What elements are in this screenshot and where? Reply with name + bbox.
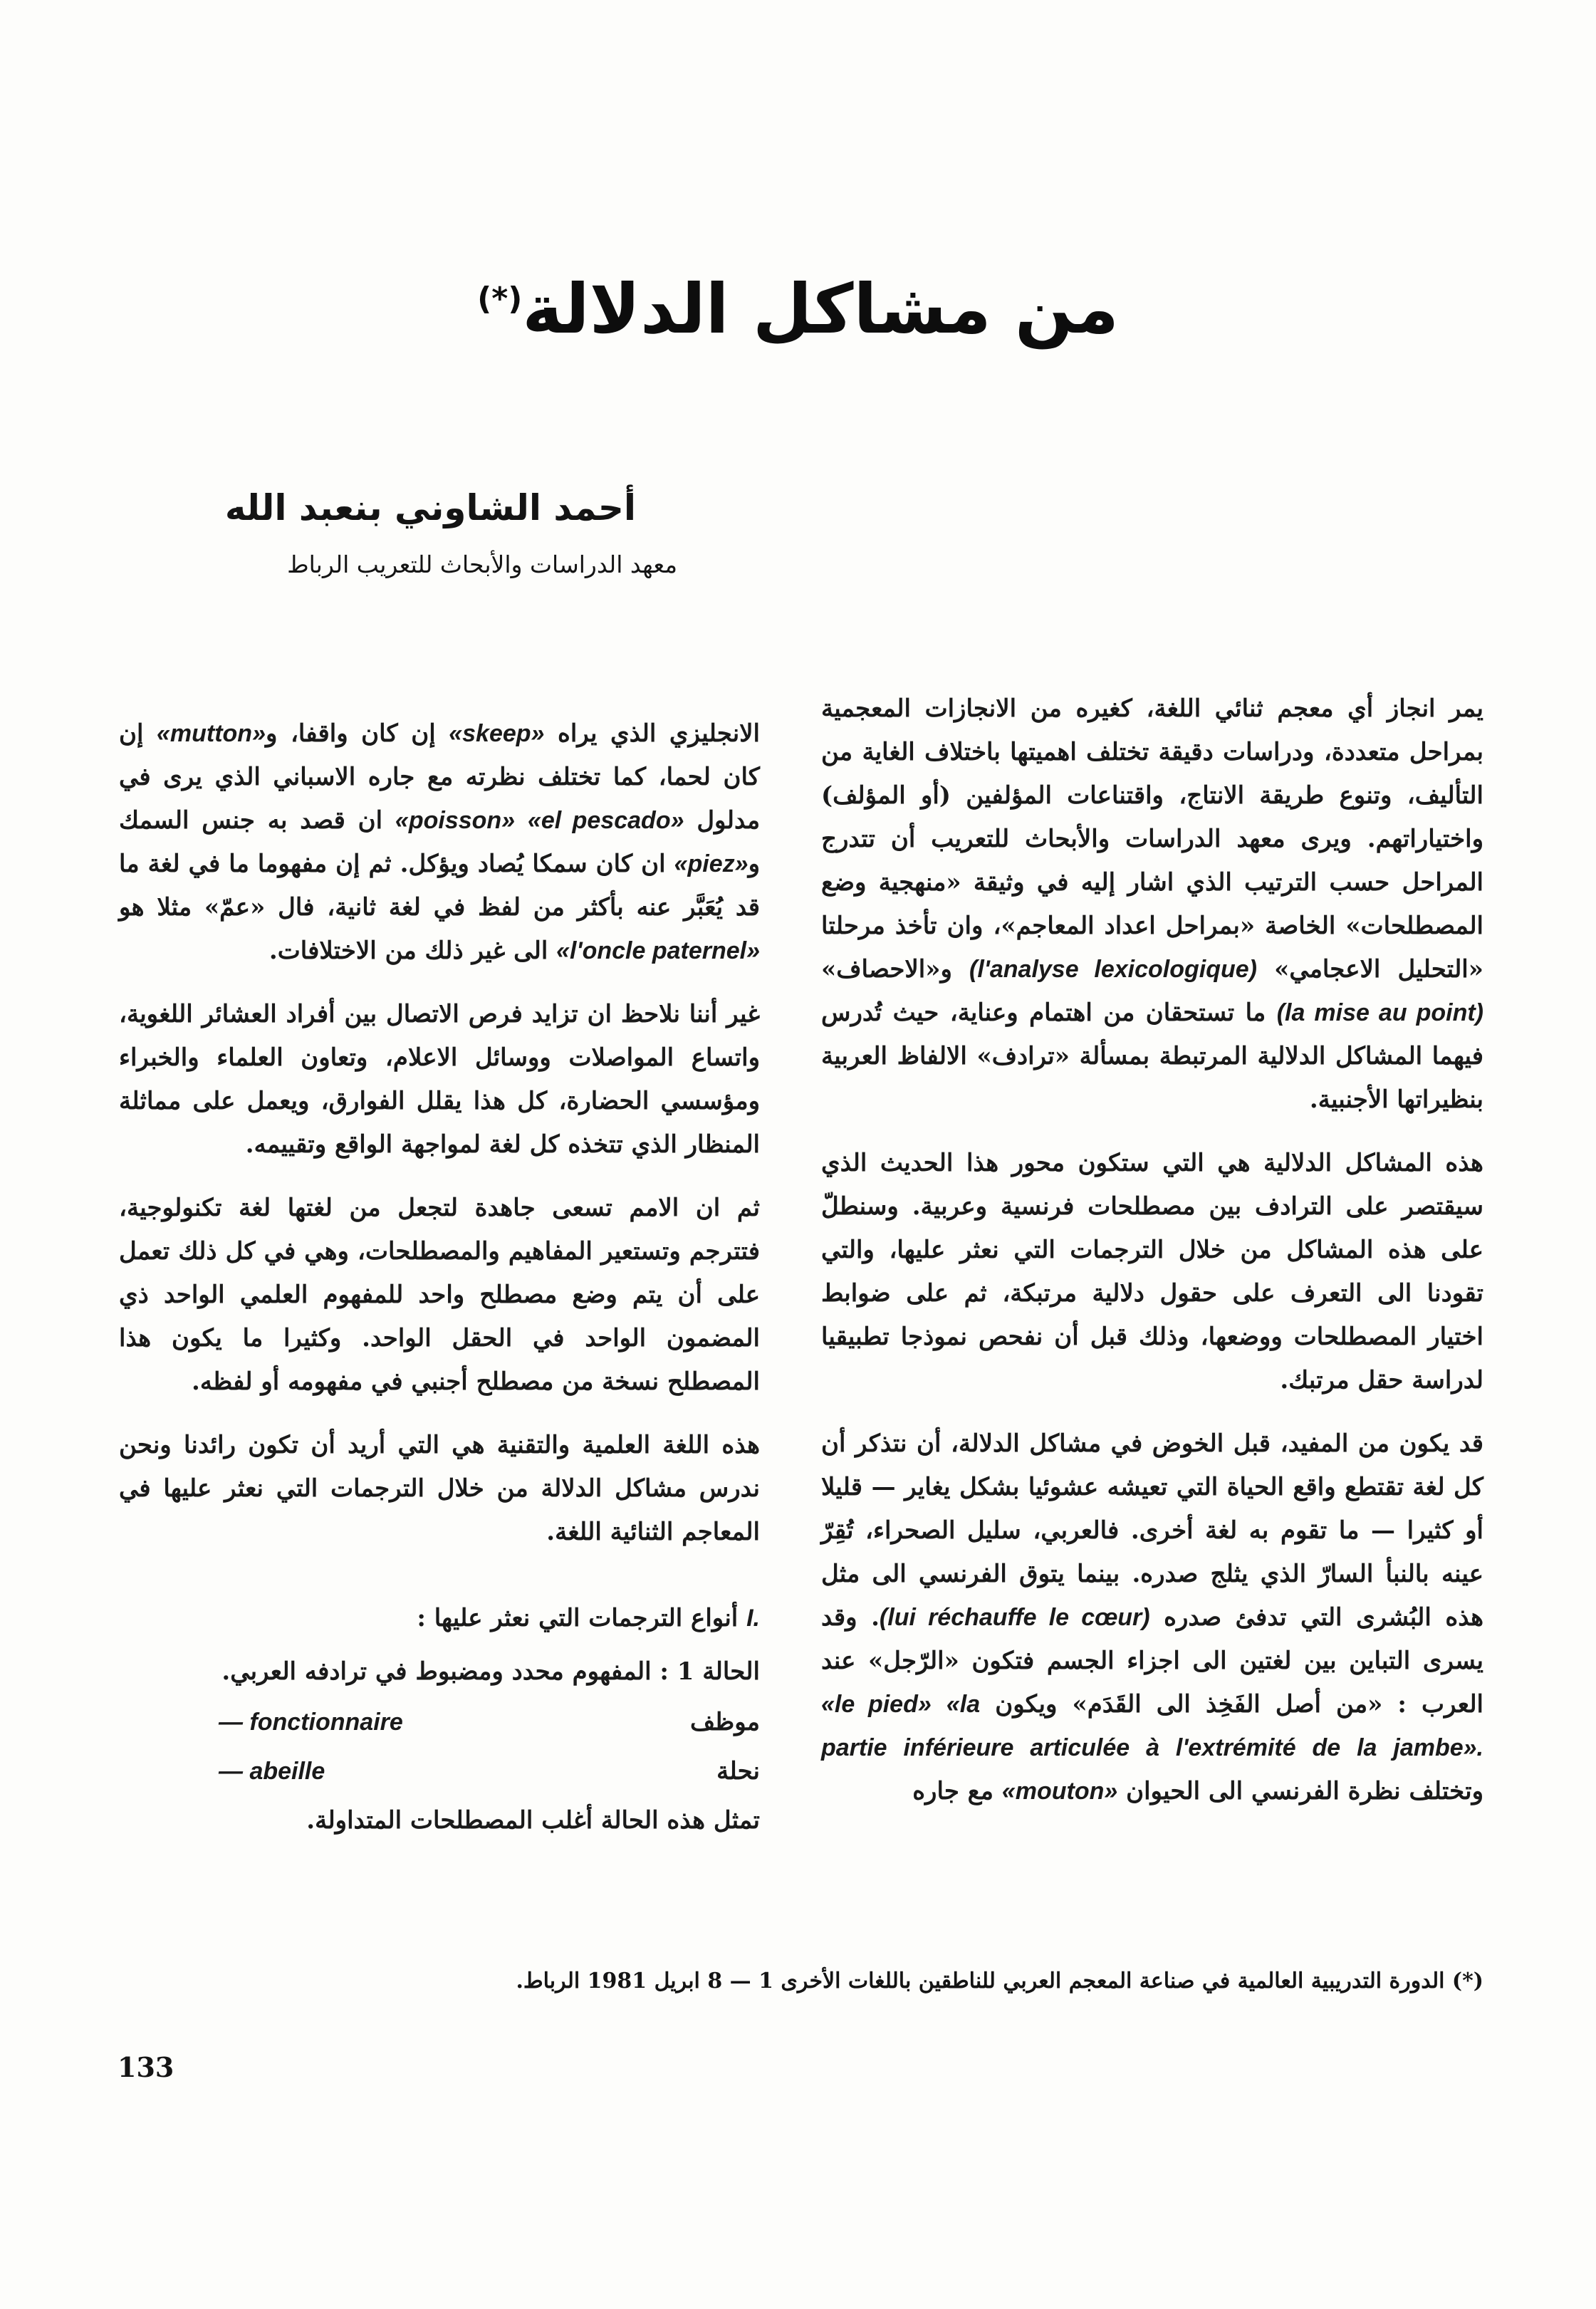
- text-run: الى غير ذلك من الاختلافات.: [268, 937, 548, 965]
- text-run: الانجليزي الذي يراه: [558, 719, 761, 748]
- title-footnote-mark: (*): [477, 281, 523, 317]
- text-run: يمر انجاز أي معجم ثنائي اللغة، كغيره من الانجازات المعجمية بمراحل متعددة، ودراسات دقيقة تختلف اهميتها باختلاف الغاية من التأليف، وتنوع طريقة الانتاج، واقتناعات المؤلفين (أو المؤلف) واختياراتهم. ويرى معهد الدراسات والأبحاث للتعريب أن تتدرج المراحل حسب الترتيب الذي اشار إليه في وثيقة «منهجية وضع المصطلحات» الخاصة «بمراحل اعداد المعاجم»، وان تأخذ مرحلتا «التحليل الاعجامي»: [821, 694, 1483, 984]
- paragraph: [821, 1422, 1483, 1813]
- text-run: . وقد يسرى التباين بين لغتين الى اجزاء الجسم فتكون «الرّجل» عند العرب : «من أصل الفَخِذ الى القَدَم» ويكون: [821, 1603, 1484, 1719]
- case-note: تمثل هذه الحالة أغلب المصطلحات المتداولة.: [306, 1806, 760, 1835]
- french-term: «poisson»: [395, 807, 516, 834]
- section-heading: [119, 1597, 760, 1640]
- french-term: — fonctionnaire: [219, 1709, 403, 1736]
- text-run: قد يكون من المفيد، قبل الخوض في مشاكل الدلالة، أن نتذكر أن كل لغة تقتطع واقع الحياة التي تعيشه عشوئيا بشكل يغاير — قليلا أو كثيرا — ما تقوم به لغة أخرى. فالعربي، سليل الصحراء، تُقِرّ عينه بالنبأ السارّ الذي يثلج صدره. بينما يتوق الفرنسي الى مثل هذه البُشرى التي تدفئ صدره: [821, 1429, 1483, 1632]
- text-run: و«الاحصاف»: [821, 955, 952, 984]
- french-term: (lui réchauffe le cœur): [879, 1604, 1150, 1631]
- arabic-term: موظف: [689, 1708, 760, 1736]
- text-run: ما تستحقان من اهتمام وعناية، حيث تُدرس فيهما المشاكل الدلالية المرتبطة بمسألة «ترادف» الالفاظ العربية بنظيراتها الأجنبية.: [821, 999, 1483, 1114]
- term-pair: [219, 1701, 760, 1744]
- french-term: (la mise au point): [1276, 999, 1483, 1026]
- text-run: مع جاره: [912, 1777, 993, 1805]
- text-run: إن كان واقفا، و: [265, 719, 436, 748]
- paragraph: غير أننا نلاحظ ان تزايد فرص الاتصال بين أفراد العشائر اللغوية، واتساع المواصلات ووسائل الاعلام، وتعاون العلماء والخبراء ومؤسسي الحضارة، كل هذا يقلل الفوارق، ويعمل على مماثلة المنظار الذي تتخذه كل لغة لمواجهة الواقع وتقييمه.: [119, 1000, 760, 1159]
- arabic-term: نحلة: [716, 1757, 760, 1786]
- french-term: «le pied»: [821, 1691, 932, 1718]
- french-term: «l'oncle paternel»: [556, 937, 760, 964]
- paragraph: [821, 687, 1483, 1122]
- section-title: أنواع الترجمات التي نعثر عليها :: [417, 1604, 739, 1632]
- french-term: (l'analyse lexicologique): [969, 956, 1257, 983]
- text-run: إن كان لحما، كما تختلف نظرته مع جاره الاسباني الذي يرى في مدلول: [119, 719, 761, 835]
- paragraph: هذه المشاكل الدلالية هي التي ستكون محور هذا الحديث الذي سيقتصر على الترادف بين مصطلحات فرنسية وعربية. وسنطلّ على هذه المشاكل من خلال الترجمات التي نعثر عليها، والتي تقودنا الى التعرف على حقول دلالية مرتبكة، ثم على ضوابط اختيار المصطلحات ووضعها، وذلك قبل أن نفحص نموذجا تطبيقيا لدراسة حقل مرتبك.: [821, 1149, 1483, 1395]
- spanish-term: «piez»: [674, 850, 749, 877]
- term-pair: [219, 1750, 760, 1793]
- english-term: «skeep»: [449, 720, 545, 747]
- author-affiliation: معهد الدراسات والأبحاث للتعريب الرباط: [287, 551, 677, 578]
- title-text: من مشاكل الدلالة: [522, 269, 1119, 349]
- article-title: [0, 256, 1596, 352]
- french-term: — abeille: [219, 1758, 325, 1785]
- author-name: أحمد الشاوني بنعبد الله: [224, 487, 636, 528]
- text-run: ان قصد به جنس السمك و: [119, 806, 760, 878]
- case-description: الحالة 1 : المفهوم محدد ومضبوط في ترادفه العربي.: [221, 1657, 760, 1686]
- french-term: «mouton»: [1001, 1778, 1118, 1805]
- text-run: وتختلف نظرة الفرنسي الى الحيوان: [1126, 1777, 1483, 1805]
- left-column: [119, 712, 760, 1850]
- text-run: ان كان سمكا يُصاد ويؤكل. ثم إن مفهوما ما في لغة ما قد يُعَبَّر عنه بأكثر من لفظ في لغة ثانية، فال «عمّ» مثلا هو: [119, 850, 760, 922]
- footnote: (*) الدورة التدريبية العالمية في صناعة المعجم العربي للناطقين باللغات الأخرى 1 — 8 ابريل 1981 الرباط.: [516, 1969, 1483, 1993]
- english-term: «mutton»: [156, 720, 266, 747]
- paragraph: ثم ان الامم تسعى جاهدة لتجعل من لغتها لغة تكنولوجية، فتترجم وتستعير المفاهيم والمصطلحات، وهي في كل ذلك تعمل على أن يتم وضع مصطلح واحد للمفهوم العلمي الواحد ذي المضمون الواحد في الحقل الواحد. وكثيرا ما يكون هذا المصطلح نسخة من مصطلح أجنبي في مفهومه أو لفظه.: [119, 1194, 761, 1396]
- spanish-term: «el pescado»: [527, 807, 684, 834]
- right-column: [821, 687, 1483, 1833]
- paragraph: [119, 712, 760, 973]
- paragraph: هذه اللغة العلمية والتقنية هي التي أريد أن تكون رائدنا ونحن ندرس مشاكل الدلالة من خلال الترجمات التي نعثر عليها في المعاجم الثنائية اللغة.: [119, 1431, 760, 1546]
- section-number: I.: [746, 1605, 760, 1632]
- french-term: «la partie inférieure articulée à l'extrémité de la jambe».: [821, 1691, 1483, 1761]
- page-number: 133: [118, 2051, 174, 2083]
